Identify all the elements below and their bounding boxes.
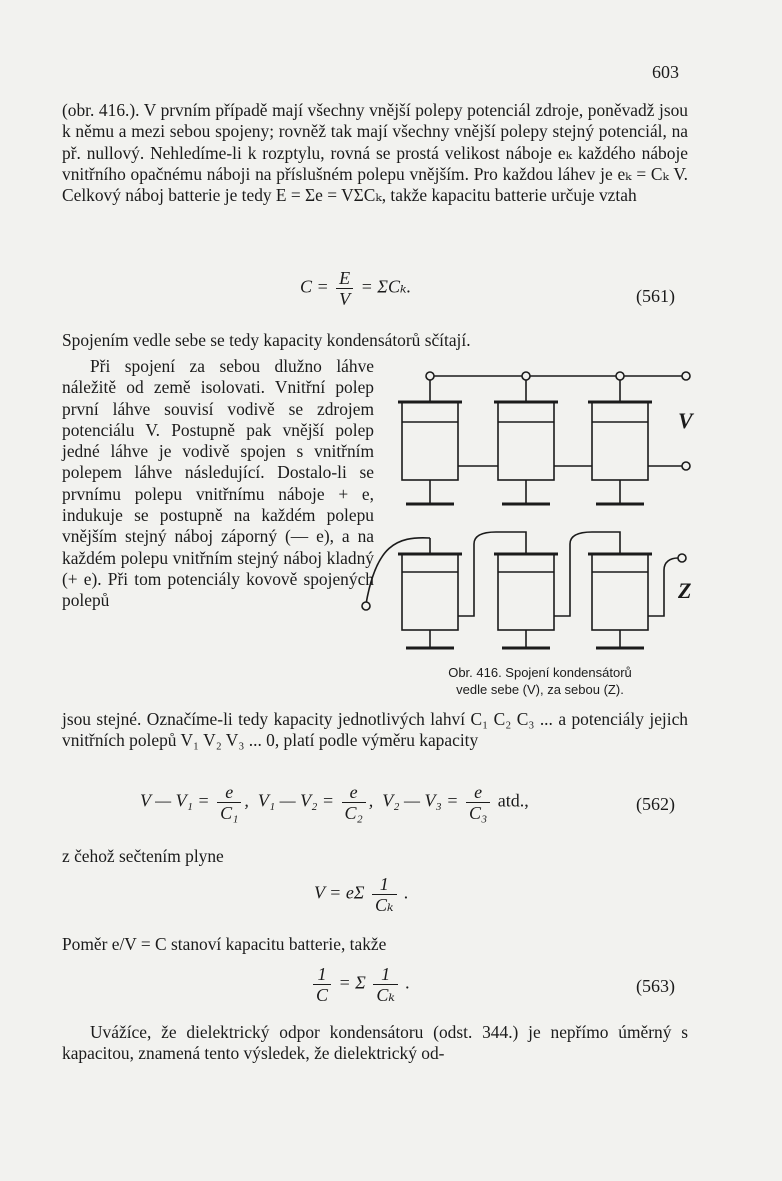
- eq563-fraction-left: [313, 964, 331, 1005]
- eq561-denominator: V: [339, 289, 351, 309]
- caption-line-2: vedle sebe (V), za sebou (Z).: [456, 682, 624, 697]
- left-column-text: Při spojení za sebou dlužno láhve náležitě od země isolovati. Vnitřní polep první láhve souvisí vodivě se zdrojem potenciálu V. Postupně pak vnější polep jedné láhve je vodivě spojen s vnitřním polepem láhve následující. Dostalo-li se prvnímu polepu vnitřnímu náboje + e, indukuje se postupně na každém polepu vnějším stejný náboj záporný (— e), a na každém polepu vnitřním stejný náboj kladný (+ e). Při tom potenciály kovově spojených polepů: [62, 356, 374, 611]
- capacitor-jar: [402, 554, 458, 630]
- terminal: [682, 372, 690, 380]
- eq562-term2-fraction: [342, 782, 366, 823]
- parallel-connection-diagram: [398, 372, 695, 504]
- equation-number-562: (562): [636, 794, 675, 814]
- eq562-term1-fraction: [217, 782, 241, 823]
- capacitor-jar: [592, 554, 648, 630]
- eq-sum-den: Cₖ: [375, 895, 394, 915]
- sum-text: z čehož sečtením plyne: [62, 846, 224, 866]
- terminal: [362, 602, 370, 610]
- ratio-text: Poměr e/V = C stanoví kapacitu batterie, takže: [62, 934, 387, 954]
- eq562-term2-den: C₂: [344, 803, 363, 823]
- eq-sum-num: 1: [372, 874, 397, 895]
- series-link: [458, 532, 526, 616]
- terminal: [616, 372, 624, 380]
- figure-416: [356, 366, 702, 666]
- equation-sum: [314, 874, 409, 915]
- eq562-term1-lhs: V — V₁ =: [140, 790, 210, 811]
- final-text: Uvážíce, že dielektrický odpor kondensátoru (odst. 344.) je nepřímo úměrný s kapacitou, znamená tento výsledek, že dielektrický od-: [62, 1022, 688, 1064]
- label-series: Z: [678, 578, 692, 603]
- eq563-mid: = Σ: [338, 972, 366, 993]
- paragraph-parallel-connection: [62, 100, 688, 206]
- eq563-den2: Cₖ: [376, 985, 395, 1005]
- eq563-num1: 1: [313, 964, 331, 985]
- terminal: [522, 372, 530, 380]
- eq562-term3-den: C₃: [468, 803, 488, 823]
- eq562-term3-lhs: V₂ — V₃ =: [382, 790, 459, 811]
- terminal: [426, 372, 434, 380]
- sentence-parallel-sum: [62, 330, 688, 351]
- series-connection-diagram: [362, 532, 691, 648]
- eq562-term2-lhs: V₁ — V₂ =: [257, 790, 335, 811]
- eq563-fraction-right: [373, 964, 398, 1005]
- capacitor-jar: [498, 554, 554, 630]
- eq562-term3-num: e: [466, 782, 490, 803]
- series-link: [554, 532, 620, 616]
- eq563-tail: .: [405, 972, 410, 993]
- eq-sum-lhs: V = eΣ: [314, 882, 365, 903]
- terminal: [678, 554, 686, 562]
- capacitor-jar: [498, 402, 554, 480]
- input-lead: [366, 538, 430, 604]
- eq561-lhs: C =: [300, 276, 329, 297]
- eq561-fraction: [336, 268, 353, 309]
- page-number: 603: [652, 62, 679, 82]
- eq562-term3-fraction: [466, 782, 490, 823]
- eq563-den1: C: [316, 985, 329, 1005]
- continuation-text: jsou stejné. Označíme-li tedy kapacity jednotlivých lahví C₁ C₂ C₃ ... a potenciály jejich vnitřních polepů V₁ V₂ V₃ ... 0, platí podle výměru kapacity: [62, 709, 688, 751]
- eq562-term1-num: e: [217, 782, 241, 803]
- eq562-term2-num: e: [342, 782, 366, 803]
- output-lead: [648, 558, 678, 616]
- equation-561: [300, 268, 411, 309]
- equation-563: [310, 964, 410, 1005]
- paragraph-text: (obr. 416.). V prvním případě mají všechny vnější polepy potenciál zdroje, poněvadž jsou k němu a mezi sebou spojeny; rovněž tak mají všechny vnější polepy stejný potenciál, na př. nullový. Nehledíme-li k rozptylu, rovná se prostá velikost náboje eₖ každého náboje vnitřního opačnému náboji na příslušném polepu vnějším. Pro každou láhev je eₖ = Cₖ V. Celkový náboj batterie je tedy E = Σe = VΣCₖ, takže kapacitu batterie určuje vztah: [62, 100, 688, 206]
- label-parallel: V: [678, 408, 693, 433]
- equation-number-563: (563): [636, 976, 675, 996]
- paragraph-series-connection: [62, 356, 374, 612]
- eq561-rhs: = ΣCₖ.: [360, 276, 412, 297]
- eq-sum-fraction: [372, 874, 397, 915]
- terminal: [682, 462, 690, 470]
- capacitor-jar: [592, 402, 648, 480]
- sentence-ratio: [62, 934, 688, 955]
- paragraph-final: [62, 1022, 688, 1065]
- paragraph-continuation: [62, 709, 688, 752]
- eq-sum-tail: .: [404, 882, 409, 903]
- eq562-tail: atd.,: [497, 790, 529, 811]
- sentence-text: Spojením vedle sebe se tedy kapacity kondensátorů sčítají.: [62, 330, 471, 350]
- sentence-sum: [62, 846, 688, 867]
- eq563-num2: 1: [373, 964, 398, 985]
- capacitor-jar: [402, 402, 458, 480]
- equation-number-561: (561): [636, 286, 675, 306]
- eq561-numerator: E: [336, 268, 353, 289]
- figure-caption: [390, 664, 690, 698]
- caption-line-1: Obr. 416. Spojení kondensátorů: [448, 665, 632, 680]
- eq562-term1-den: C₁: [220, 803, 239, 823]
- equation-562: V — V₁ = $\frac{e}{\text{C₁}}$ , V₁ — V₂ = $\frac{e}{\text{C₂}}$ , V₂ — V₃ = $\frac{e}{\text{C₃}}$ atd.,: [140, 782, 529, 823]
